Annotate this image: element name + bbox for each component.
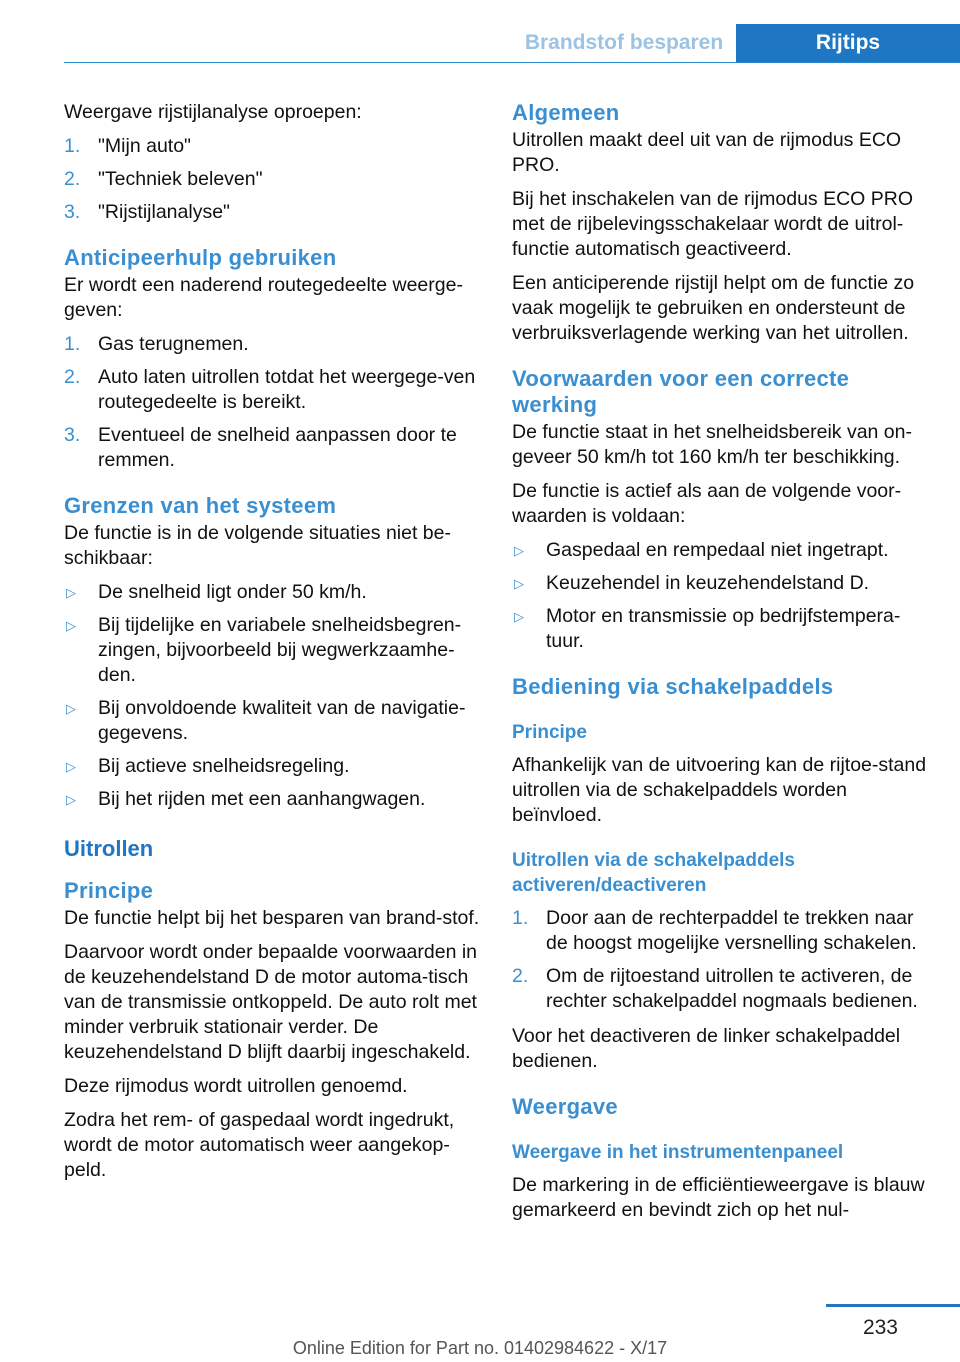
paragraph: Afhankelijk van de uitvoering kan de rijtoe-stand uitrollen via de schakelpaddels worden beïnvloed. (512, 754, 927, 826)
list-item: ▷ Motor en transmissie op bedrijfstempera-tuur. (514, 605, 901, 652)
bullet-triangle-icon: ▷ (514, 576, 524, 591)
list-item: 3. "Rijstijlanalyse" (64, 201, 230, 223)
conditions-list (512, 538, 930, 654)
bullet-triangle-icon: ▷ (66, 701, 76, 716)
list-item: ▷ Gaspedaal en rempedaal niet ingetrapt. (514, 539, 889, 561)
paragraph: Voor het deactiveren de linker schakelpaddel bedienen. (512, 1025, 901, 1072)
paragraph: De markering in de efficiëntieweergave is blauw gemarkeerd en bevindt zich op het nul- (512, 1174, 925, 1221)
paragraph: De functie staat in het snelheidsbereik van on-geveer 50 km/h tot 160 km/h ter beschikking. (512, 421, 912, 468)
paragraph: Een anticiperende rijstijl helpt om de functie zo vaak mogelijk te gebruiken en ondersteunt de verbruiksverlagende werking van het uitrollen. (512, 272, 915, 344)
limitations-list (64, 580, 482, 812)
chapter-tab: Rijtips (736, 24, 960, 62)
subheading-principe: Principe (512, 722, 587, 743)
subheading-weergave-instrumentenpaneel: Weergave in het instrumentenpaneel (512, 1142, 844, 1163)
paragraph: De functie is actief als aan de volgende voor-waarden is voldaan: (512, 480, 902, 527)
heading-weergave: Weergave (512, 1094, 618, 1119)
list-item: ▷ Keuzehendel in keuzehendelstand D. (514, 572, 870, 594)
heading-voorwaarden: Voorwaarden voor een correcte werking (512, 366, 850, 417)
bullet-triangle-icon: ▷ (514, 609, 524, 624)
list-item: 1. "Mijn auto" (64, 135, 191, 157)
heading-grenzen: Grenzen van het systeem (64, 493, 337, 518)
paragraph: Er wordt een naderend routegedeelte weerge-geven: (64, 274, 463, 321)
steps-list (64, 332, 482, 473)
list-item: ▷ Bij het rijden met een aanhangwagen. (66, 788, 426, 810)
paragraph: Daarvoor wordt onder bepaalde voorwaarden in de keuzehendelstand D de motor automa-tisch van de transmissie ontkoppeld. De auto rolt met minder verbruik stationair verder. De keuzehendelstand D blijft daarbij ingeschakeld. (64, 941, 478, 1063)
list-item: 2. "Techniek beleven" (64, 168, 263, 190)
paragraph: Uitrollen maakt deel uit van de rijmodus ECO PRO. (512, 129, 902, 176)
heading-bediening: Bediening via schakelpaddels (512, 674, 834, 699)
paragraph: Deze rijmodus wordt uitrollen genoemd. (64, 1075, 408, 1097)
steps-list (512, 906, 930, 1014)
bullet-triangle-icon: ▷ (514, 543, 524, 558)
list-item: ▷ De snelheid ligt onder 50 km/h. (66, 581, 367, 603)
list-item: ▷ Bij tijdelijke en variabele snelheidsbegren-zingen, bijvoorbeeld bij wegwerkzaamhe-den. (66, 614, 462, 686)
list-item: 1. Gas terugnemen. (64, 333, 249, 355)
heading-algemeen: Algemeen (512, 100, 620, 125)
intro-text: Weergave rijstijlanalyse oproepen: (64, 101, 362, 123)
list-item: ▷ Bij actieve snelheidsregeling. (66, 755, 350, 777)
paragraph: Bij het inschakelen van de rijmodus ECO PRO met de rijbelevingsschakelaar wordt de uitrol-functie automatisch geactiveerd. (512, 188, 914, 260)
footer-edition-text: Online Edition for Part no. 01402984622 - X/17 (292, 1338, 668, 1358)
paragraph: De functie helpt bij het besparen van brand-stof. (64, 907, 480, 929)
bullet-triangle-icon: ▷ (66, 792, 76, 807)
section-tab: Brandstof besparen (524, 31, 724, 54)
left-column (64, 100, 482, 1192)
list-item: 3. Eventueel de snelheid aanpassen door te remmen. (64, 424, 457, 471)
heading-anticipeerhulp: Anticipeerhulp gebruiken (64, 245, 337, 270)
list-item: 2. Om de rijtoestand uitrollen te activeren, de rechter schakelpaddel nogmaals bedienen. (512, 965, 918, 1012)
header-rule (64, 62, 960, 63)
bullet-triangle-icon: ▷ (66, 759, 76, 774)
list-item: 2. Auto laten uitrollen totdat het weergege-ven routegedeelte is bereikt. (64, 366, 476, 413)
heading-principe: Principe (64, 878, 154, 903)
bullet-triangle-icon: ▷ (66, 618, 76, 633)
bullet-triangle-icon: ▷ (66, 585, 76, 600)
list-item: 1. Door aan de rechterpaddel te trekken naar de hoogst mogelijke versnelling schakelen. (512, 907, 917, 954)
right-column (512, 100, 930, 1232)
page-number: 233 (862, 1316, 898, 1339)
list-item: ▷ Bij onvoldoende kwaliteit van de navigatie-gegevens. (66, 697, 466, 744)
subheading-activeren: Uitrollen via de schakelpaddels activeren/deactiveren (512, 850, 795, 896)
menu-path-list (64, 134, 482, 225)
paragraph: De functie is in de volgende situaties niet be-schikbaar: (64, 522, 451, 569)
section-title-uitrollen: Uitrollen (64, 836, 154, 861)
footer-rule (826, 1304, 960, 1307)
paragraph: Zodra het rem- of gaspedaal wordt ingedrukt, wordt de motor automatisch weer aangekop-peld. (64, 1109, 455, 1181)
